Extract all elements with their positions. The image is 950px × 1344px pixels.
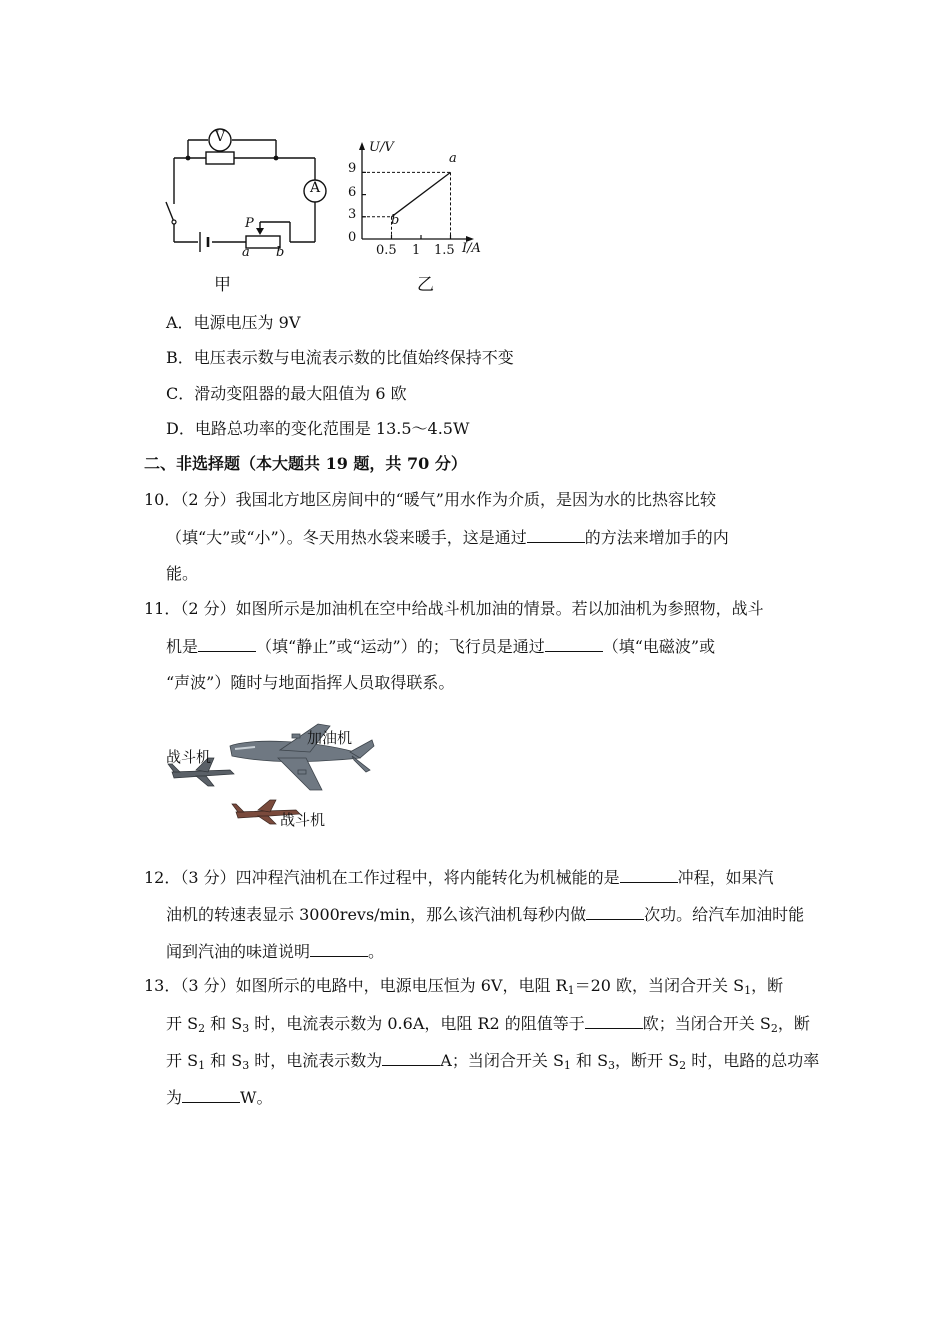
q12-blank-3[interactable] [310, 940, 368, 957]
label-tanker: 加油机 [307, 729, 353, 747]
q13-line2 [166, 1012, 810, 1035]
q13-line1 [144, 975, 783, 997]
q11-text-2a: 机是 [166, 637, 199, 656]
q11-blank-1[interactable] [198, 635, 256, 652]
slider-label: P [245, 216, 254, 231]
q11-text-2b: （填“静止”或“运动”）的；飞行员是通过 [256, 637, 545, 656]
q12-line3 [166, 940, 384, 963]
q13-text-1b: ＝20 欧，当闭合开关 S [574, 976, 745, 995]
figure-caption-yi: 乙 [417, 275, 434, 295]
series-line [392, 172, 451, 216]
section-title: 二、非选择题（本大题共 19 题，共 70 分） [144, 454, 467, 473]
ammeter-symbol: A [309, 180, 321, 196]
option-d: D．电路总功率的变化范围是 13.5～4.5W [166, 419, 470, 438]
q13-text-4b: W。 [240, 1088, 273, 1107]
q13-text-3a: 开 S [166, 1051, 199, 1070]
q13-sub: 1 [744, 984, 752, 997]
q12-text-3a: 闻到汽油的味道说明 [166, 942, 311, 961]
q13-text-2c: 时，电流表示数为 0.6A，电阻 R2 的阻值等于 [249, 1014, 585, 1033]
q12-text-3b: 。 [368, 942, 385, 961]
x-axis-label: I/A [462, 241, 481, 256]
q13-line4 [166, 1086, 272, 1109]
q11-line2 [166, 635, 715, 658]
q13-text-2e: ，断 [777, 1014, 810, 1033]
point-a-label: a [449, 151, 457, 166]
q13-sub: 2 [198, 1022, 206, 1035]
label-fighter-bottom: 战斗机 [280, 811, 326, 829]
rheostat-end-a: a [242, 245, 250, 260]
y-tick-3: 3 [348, 207, 357, 222]
q13-text-3f: ，断开 S [615, 1051, 680, 1070]
q12-line1 [144, 866, 774, 889]
q11-text-2c: （填“电磁波”或 [602, 637, 716, 656]
option-c: C．滑动变阻器的最大阻值为 6 欧 [166, 384, 407, 403]
label-fighter-top: 战斗机 [166, 748, 212, 766]
point-b-label: b [391, 213, 400, 228]
q13-text-3c: 时，电流表示数为 [249, 1051, 383, 1070]
q13-sub: 3 [242, 1022, 250, 1035]
q13-sub: 1 [567, 984, 575, 997]
q13-sub: 1 [563, 1059, 571, 1072]
q12-blank-1[interactable] [620, 866, 678, 883]
q13-text-2d: 欧；当闭合开关 S [642, 1014, 771, 1033]
q13-text-3g: 时，电路的总功率 [686, 1051, 820, 1070]
q10-line3: 能。 [166, 564, 199, 583]
y-axis-label: U/V [369, 140, 394, 155]
option-b: B．电压表示数与电流表示数的比值始终保持不变 [166, 348, 514, 367]
q11-line3: “声波”）随时与地面指挥人员取得联系。 [166, 673, 455, 692]
q12-text-1b: 冲程，如果汽 [677, 868, 774, 887]
q13-text-1c: ，断 [751, 976, 784, 995]
q12-line2 [166, 903, 804, 926]
q12-text-2b: 次功。给汽车加油时能 [644, 905, 805, 924]
x-tick-1: 1 [412, 243, 421, 258]
q13-text-2b: 和 S [205, 1014, 243, 1033]
rheostat-end-b: b [276, 245, 285, 260]
q13-text-4a: 为 [166, 1088, 183, 1107]
q10-text-2a: （填“大”或“小”）。冬天用热水袋来暖手，这是通过 [166, 528, 527, 547]
q11-blank-2[interactable] [545, 635, 603, 652]
q13-blank-1[interactable] [585, 1012, 643, 1029]
q13-text-2a: 开 S [166, 1014, 199, 1033]
x-tick-1.5: 1.5 [434, 243, 455, 258]
q13-text-1a: 13．（3 分）如图所示的电路中，电源电压恒为 6V，电阻 R [144, 976, 568, 995]
q13-sub: 1 [198, 1059, 206, 1072]
q10-line1: 10．（2 分）我国北方地区房间中的“暖气”用水作为介质，是因为水的比热容比较 [144, 490, 716, 509]
q10-blank-2[interactable] [527, 526, 585, 543]
q13-text-3b: 和 S [205, 1051, 243, 1070]
q13-blank-3[interactable] [182, 1086, 240, 1103]
q13-sub: 3 [608, 1059, 616, 1072]
y-tick-0: 0 [348, 230, 357, 245]
q13-blank-2[interactable] [382, 1049, 440, 1066]
figure-caption-jia: 甲 [214, 275, 231, 295]
q13-text-3e: 和 S [570, 1051, 609, 1070]
y-tick-9: 9 [348, 161, 357, 176]
q10-line2 [166, 526, 729, 549]
q13-line3 [166, 1049, 819, 1072]
option-a: A．电源电压为 9V [166, 313, 301, 332]
q11-line1: 11．（2 分）如图所示是加油机在空中给战斗机加油的情景。若以加油机为参照物，战斗 [144, 599, 764, 618]
q12-blank-2[interactable] [586, 903, 644, 920]
q13-sub: 2 [770, 1022, 778, 1035]
y-tick-6: 6 [348, 185, 357, 200]
q12-text-1a: 12．（3 分）四冲程汽油机在工作过程中，将内能转化为机械能的是 [144, 868, 620, 887]
q13-sub: 2 [679, 1059, 687, 1072]
x-tick-0.5: 0.5 [376, 243, 397, 258]
voltmeter-symbol: V [214, 129, 226, 145]
q12-text-2a: 油机的转速表显示 3000revs/min，那么该汽油机每秒内做 [166, 905, 587, 924]
q10-text-2b: 的方法来增加手的内 [584, 528, 729, 547]
q13-sub: 3 [242, 1059, 250, 1072]
q13-text-3d: A；当闭合开关 S [440, 1051, 564, 1070]
